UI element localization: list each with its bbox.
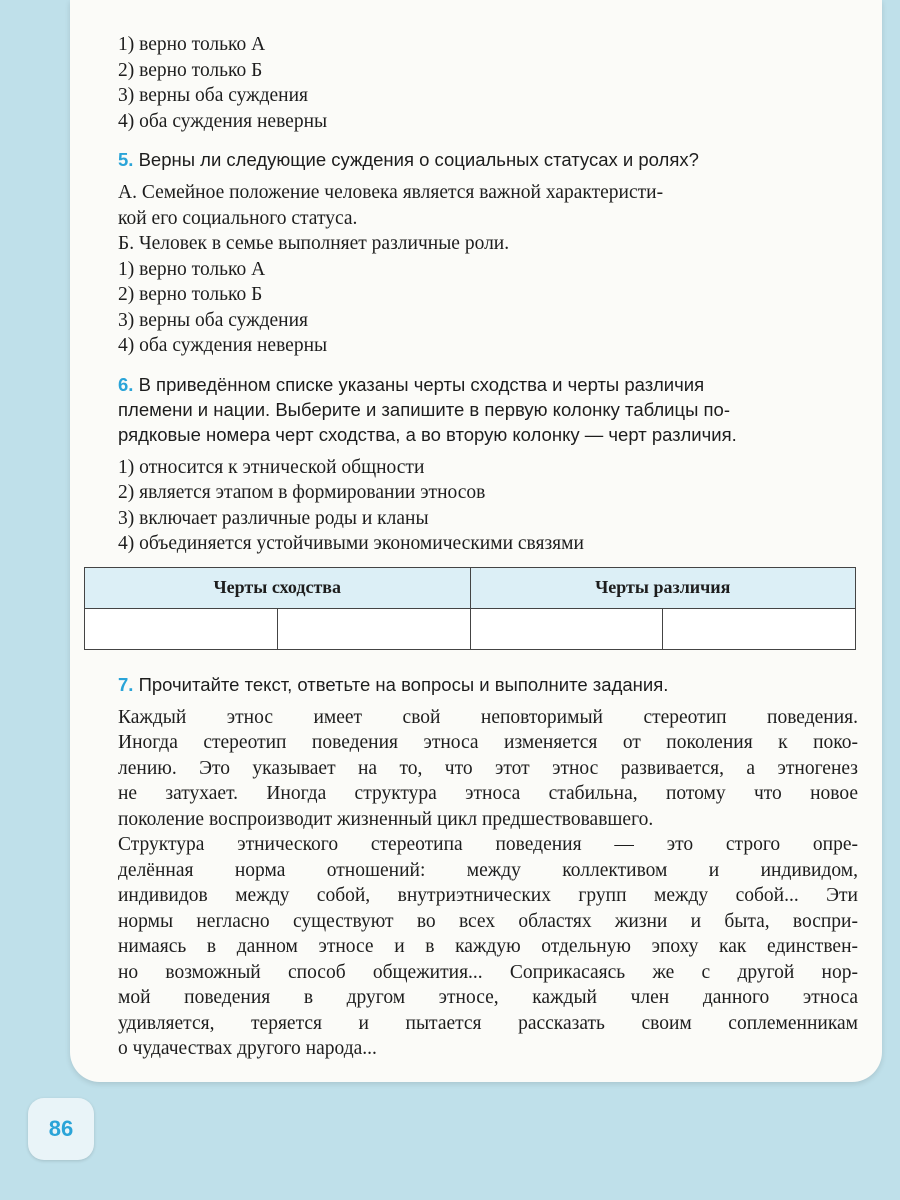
answer-cell[interactable]	[663, 608, 856, 649]
text-line: нормы негласно существуют во всех областях жизни и быта, воспри-	[118, 910, 858, 932]
statement-b: Б. Человек в семье выполняет различные роли.	[118, 233, 510, 254]
option: 2) верно только Б	[118, 59, 263, 81]
page-content	[118, 32, 858, 1062]
option: 3) верны оба суждения	[118, 85, 309, 106]
text-line: не затухает. Иногда структура этноса стабильна, потому что новое	[118, 783, 858, 804]
text-line: мой поведения в другом этносе, каждый член данного этноса	[118, 987, 858, 1008]
option: 4) оба суждения неверны	[118, 110, 328, 132]
question-7	[118, 672, 858, 1062]
text-line: о чудачествах другого народа...	[118, 1038, 377, 1059]
question-text-line: рядковые номера черт сходства, а во вторую колонку — черт различия.	[118, 423, 737, 445]
list-item: 3) включает различные роды и кланы	[118, 507, 429, 529]
option: 1) верно только А	[118, 34, 266, 55]
question-text-line: племени и нации. Выберите и запишите в первую колонку таблицы по-	[118, 398, 730, 420]
text-line: индивидов между собой, внутриэтнических групп между собой... Эти	[118, 885, 858, 906]
text-line: нимаясь в данном этносе и в каждую отдельную эпоху как единствен-	[118, 936, 858, 957]
text-line: делённая норма отношений: между коллективом и индивидом,	[118, 859, 858, 881]
question-text: Верны ли следующие суждения о социальных статусах и ролях?	[138, 149, 699, 170]
list-item: 2) является этапом в формировании этносов	[118, 482, 486, 503]
option: 3) верны оба суждения	[118, 309, 309, 331]
top-options	[118, 32, 858, 134]
text-line: поколение воспроизводит жизненный цикл предшествовавшего.	[118, 808, 654, 830]
question-5	[118, 147, 858, 359]
option: 2) верно только Б	[118, 284, 263, 305]
question-text: Прочитайте текст, ответьте на вопросы и выполните задания.	[138, 673, 669, 695]
list-item: 4) объединяется устойчивыми экономическими связями	[118, 533, 584, 554]
option: 1) верно только А	[118, 258, 266, 280]
option: 4) оба суждения неверны	[118, 335, 328, 356]
text-line: удивляется, теряется и пытается рассказать своим соплеменникам	[118, 1012, 858, 1034]
answer-cell[interactable]	[470, 608, 663, 649]
list-item: 1) относится к этнической общности	[118, 456, 425, 478]
statement-a-cont: кой его социального статуса.	[118, 207, 358, 229]
paragraph-2	[118, 832, 858, 1062]
statement-a: А. Семейное положение человека является важной характеристи-	[118, 182, 664, 203]
answer-table	[84, 567, 856, 650]
text-line: Каждый этнос имеет свой неповторимый стереотип поведения.	[118, 706, 858, 728]
question-number: 7.	[118, 673, 134, 695]
text-line: Иногда стереотип поведения этноса изменяется от поколения к поко-	[118, 732, 858, 753]
text-line: но возможный способ общежития... Соприкасаясь же с другой нор-	[118, 961, 858, 983]
answer-cell[interactable]	[277, 608, 470, 649]
table-header-similarities: Черты сходства	[85, 567, 471, 608]
page-number: 86	[28, 1098, 94, 1160]
answer-cell[interactable]	[85, 608, 278, 649]
paragraph-1	[118, 705, 858, 833]
text-line: Структура этнического стереотипа поведения — это строго опре-	[118, 834, 858, 855]
text-line: лению. Это указывает на то, что этот этнос развивается, а этногенез	[118, 757, 858, 779]
question-6	[118, 372, 858, 650]
table-header-differences: Черты различия	[470, 567, 856, 608]
question-number: 5.	[118, 149, 134, 170]
textbook-page	[70, 0, 882, 1082]
question-number: 6.	[118, 373, 134, 395]
question-text-line: В приведённом списке указаны черты сходства и черты различия	[138, 373, 705, 395]
